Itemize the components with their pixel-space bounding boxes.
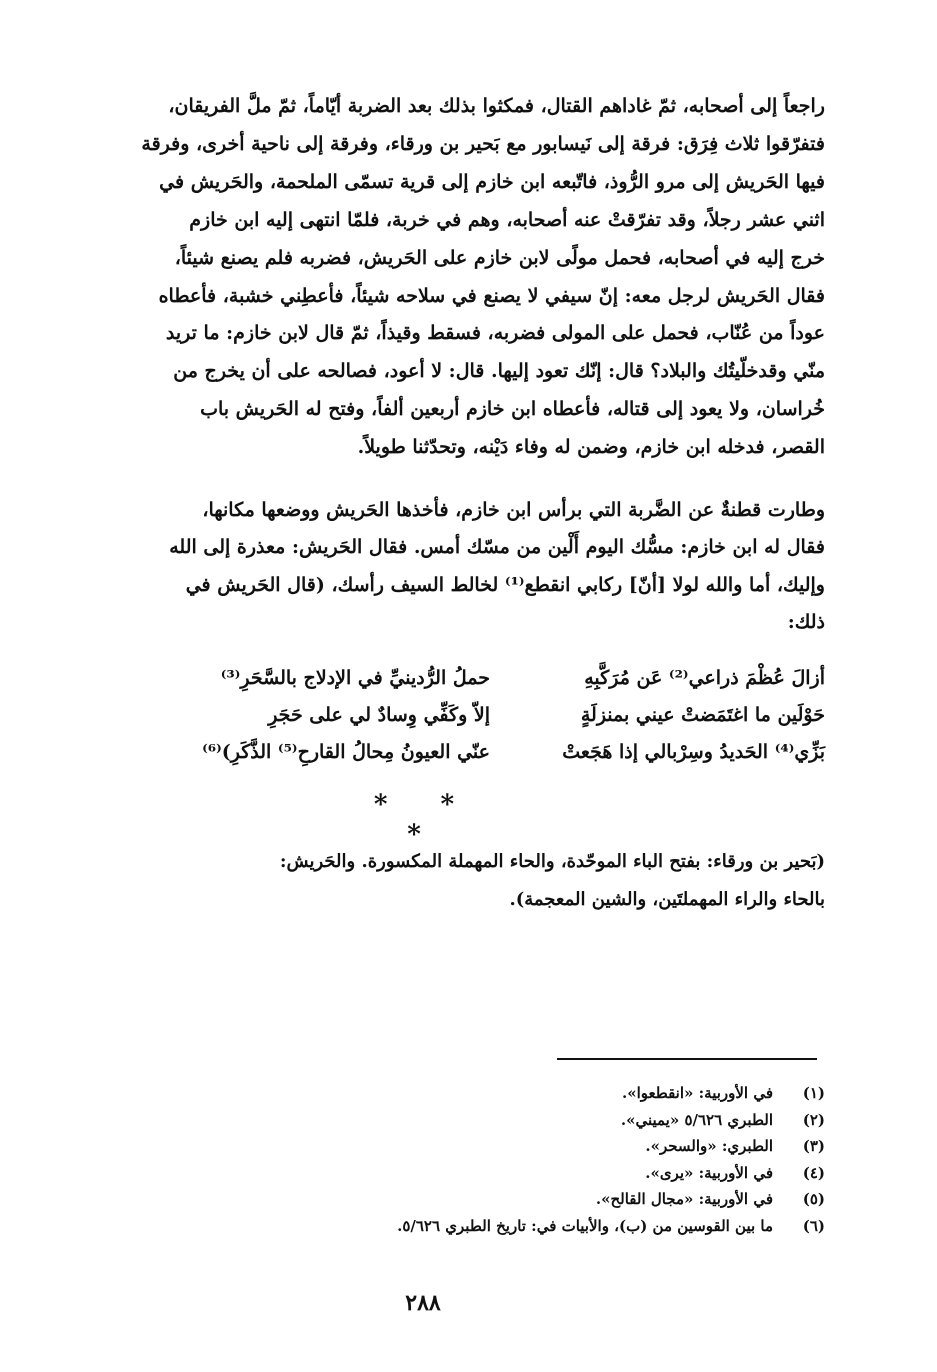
text-line: راجعاً إلى أصحابه، ثمّ غاداهم القتال، فمكثوا بذلك بعد الضربة أيّاماً، ثمّ ملَّ الفريقان، (168, 95, 825, 117)
footnote-number: (٣) (802, 1137, 825, 1155)
footnote (265, 1133, 825, 1160)
text-line: وطارت قطنةٌ عن الضَّربة التي برأس ابن خازم، فأخذها الحَريش ووضعها مكانها، (202, 499, 825, 521)
footnote-text: الطبري: «والسحر». (645, 1137, 773, 1155)
footnote (265, 1160, 825, 1187)
verse-first-hemistich: بَزِّي⁽⁴⁾ الحَديدُ وسِرْبالي إذا هَجَعتْ (562, 741, 825, 763)
footnote-text: الطبري ٥/٦٢٦ «يميني». (620, 1110, 773, 1129)
footnote (265, 1107, 825, 1134)
text-line: اثني عشر رجلاً، وقد تفرّقتْ عنه أصحابه، وهم في خربة، فلمّا انتهى إليه ابن خازم (189, 208, 825, 231)
footnote-number: (١) (802, 1084, 825, 1102)
footnote-text: ما بين القوسين من (ب)، والأبيات في: تاريخ الطبري ٥/٦٢٦. (397, 1216, 773, 1235)
text-line: (بَحير بن ورقاء: بفتح الباء الموحّدة، والحاء المهملة المكسورة. والحَريش: (279, 851, 825, 872)
verse-second-hemistich: إلاّ وكَفِّي وِسادٌ لي على حَجَرِ (268, 704, 490, 726)
footnote-number: (٥) (802, 1190, 825, 1208)
footnotes (265, 1080, 825, 1239)
footnote-number: (٦) (802, 1216, 825, 1235)
text-line: عوداً من عُنّاب، فحمل على المولى فضربه، فسقط وقيذاً، ثمّ قال لابن خازم: ما تريد (165, 322, 825, 345)
verse (110, 697, 825, 734)
page-number: ٢٨٨ (405, 1290, 441, 1316)
paragraph-2 (110, 492, 825, 641)
editor-note (110, 843, 825, 919)
footnote (265, 1080, 825, 1107)
verse-first-hemistich: حَوْلَين ما اغتَمَضتْ عيني بمنزلَةٍ (580, 704, 825, 726)
footnote-text: في الأوربية: «مجال القالح». (595, 1190, 773, 1208)
text-line: القصر، فدخله ابن خازم، وضمن له وفاء دَيْنه، وتحدّثنا طويلاً. (357, 436, 825, 459)
section-separator: * * * (373, 790, 477, 850)
footnote-number: (٢) (802, 1110, 825, 1129)
verse (110, 660, 825, 697)
verse-second-hemistich: عنّي العيونُ مِحالُ القارحِ⁽⁵⁾ الذَّكَرِ)⁽⁶⁾ (202, 741, 490, 763)
text-line: ذلك: (787, 610, 825, 633)
text-line: بالحاء والراء المهملتَين، والشين المعجمة). (509, 889, 825, 910)
text-line: فقال الحَريش لرجل معه: إنّ سيفي لا يصنع في سلاحه شيئاً، فأعطِني خشبة، فأعطاه (158, 284, 825, 307)
text-line: خُراسان، ولا يعود إلى قتاله، فأعطاه ابن خازم أربعين ألفاً، وفتح له الحَريش باب (200, 398, 825, 421)
footnote-number: (٤) (802, 1163, 825, 1182)
text-line: فتفرّقوا ثلاث فِرَق: فرقة إلى نَيسابور مع بَحير بن ورقاء، وفرقة إلى ناحية أخرى، وفرقة (141, 132, 825, 155)
text-line: خرج إليه في أصحابه، فحمل مولًى لابن خازم على الحَريش، فضربه فلم يصنع شيئاً، (174, 246, 825, 269)
text-line: فقال له ابن خازم: مسُّك اليوم أَلْين من مسّك أمس. فقال الحَريش: معذرة إلى الله (169, 536, 825, 559)
footnote (265, 1213, 825, 1240)
verse (110, 734, 825, 771)
text-line: منّي وقدخلّيتُك والبلاد؟ قال: إنّك تعود إليها. قال: لا أعود، فصالحه على أن يخرج من (173, 360, 825, 383)
paragraph-1 (110, 88, 825, 467)
verse-first-hemistich: أزالَ عُظْمَ ذراعي⁽²⁾ عَن مُرَكَّبِهِ (584, 667, 825, 689)
text-line: وإليك، أما والله لولا [أنّ] ركابي انقطع⁽¹⁾ لخالط السيف رأسك، (قال الحَريش في (185, 573, 825, 596)
footnote-text: في الأوربية: «يرى». (645, 1163, 773, 1182)
verse-second-hemistich: حملُ الرُّدينيِّ في الإدلاج بالسَّحَرِ⁽³⁾ (220, 667, 490, 689)
footnote-divider (557, 1058, 817, 1060)
footnote-text: في الأوربية: «انقطعوا». (622, 1084, 773, 1102)
text-line: فيها الحَريش إلى مرو الرُّوذ، فاتّبعه ابن خازم إلى قرية تسمّى الملحمة، والحَريش في (159, 170, 825, 193)
footnote (265, 1186, 825, 1213)
poem-verses (110, 660, 825, 771)
